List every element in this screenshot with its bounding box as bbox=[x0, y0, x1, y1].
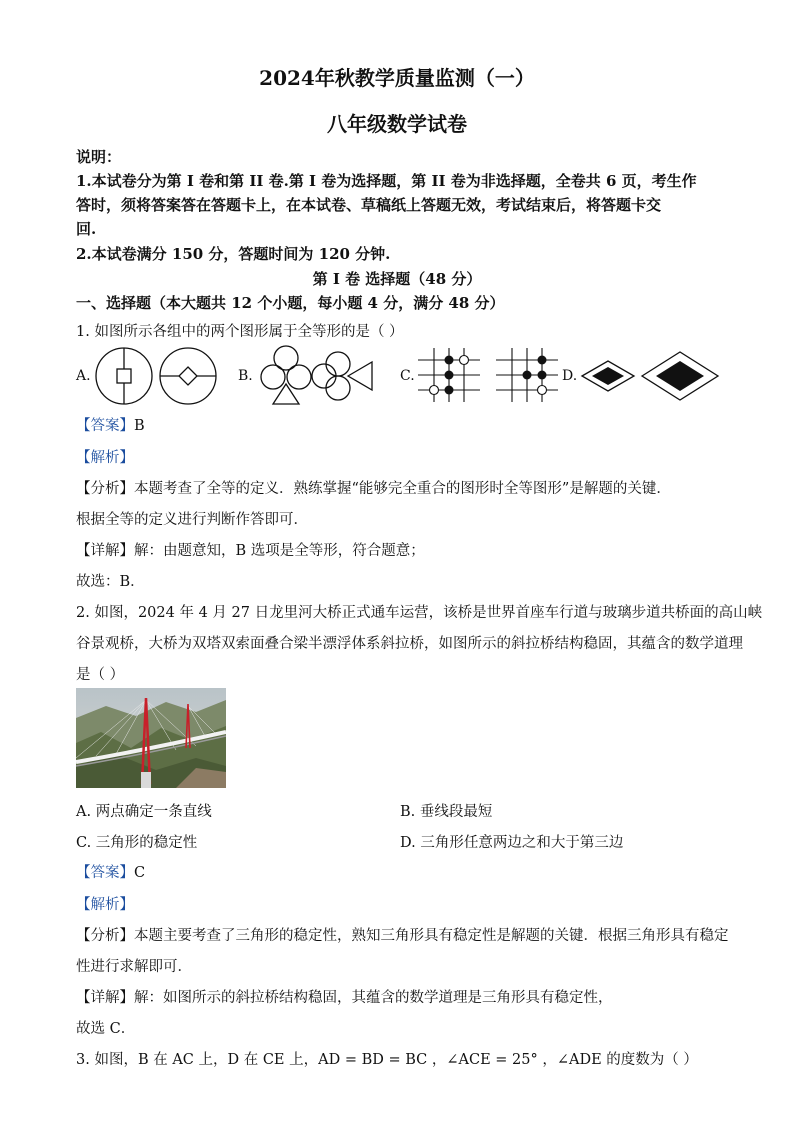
q1-conclusion: 故选：B． bbox=[76, 574, 145, 590]
q1-detail bbox=[76, 539, 425, 560]
q2-analysis-tag: 【解析】 bbox=[76, 897, 134, 913]
q1-option-c-label: C. bbox=[400, 368, 415, 384]
q1-option-d-figure bbox=[582, 348, 722, 404]
q2-answer bbox=[76, 861, 145, 882]
part1-title: 第 I 卷 选择题（48 分） bbox=[312, 270, 482, 288]
q1-option-a-label: A. bbox=[76, 368, 91, 384]
q2-detail-tag: 【详解】 bbox=[76, 990, 134, 1006]
q2-option-b: B. 垂线段最短 bbox=[400, 804, 493, 820]
q2-fenxi-text: 本题主要考查了三角形的稳定性，熟知三角形具有稳定性是解题的关键．根据三角形具有稳定 bbox=[134, 928, 729, 944]
q2-option-d: D. 三角形任意两边之和大于第三边 bbox=[400, 835, 624, 851]
q1-answer bbox=[76, 414, 145, 435]
q2-detail-text: 解：如图所示的斜拉桥结构稳固，其蕴含的数学道理是三角形具有稳定性， bbox=[134, 990, 613, 1006]
q1-answer-tag: 【答案】 bbox=[76, 418, 134, 434]
instructions-line-4: 2.本试卷满分 150 分，答题时间为 120 分钟. bbox=[76, 245, 391, 263]
q1-analysis-tag: 【解析】 bbox=[76, 450, 134, 466]
q1-option-c-figure bbox=[418, 344, 564, 408]
q1-fenxi bbox=[76, 477, 671, 498]
exam-title: 2024年秋教学质量监测（一） bbox=[259, 66, 535, 90]
q1-option-b-figure bbox=[256, 344, 386, 408]
instructions-line-1: 1.本试卷分为第 I 卷和第 II 卷.第 I 卷为选择题，第 II 卷为非选择题，全卷共 6 页，考生作 bbox=[76, 172, 697, 190]
q1-option-a-figure bbox=[94, 346, 220, 406]
q1-fenxi-2: 根据全等的定义进行判断作答即可． bbox=[76, 512, 308, 528]
q1-option-d-label: D. bbox=[562, 368, 578, 384]
section-heading: 一、选择题（本大题共 12 个小题，每小题 4 分，满分 48 分） bbox=[76, 294, 505, 312]
q2-answer-tag: 【答案】 bbox=[76, 865, 134, 881]
bridge-photo-illustration bbox=[76, 688, 226, 788]
instructions-line-2: 答时，须将答案答在答题卡上，在本试卷、草稿纸上答题无效，考试结束后，将答题卡交 bbox=[76, 196, 662, 214]
q2-stem-2: 谷景观桥，大桥为双塔双索面叠合梁半漂浮体系斜拉桥，如图所示的斜拉桥结构稳固，其蕴含的数学道理 bbox=[76, 636, 743, 652]
q2-stem-3: 是（ ） bbox=[76, 667, 125, 683]
exam-subtitle: 八年级数学试卷 bbox=[327, 112, 467, 136]
instructions-heading: 说明： bbox=[76, 148, 122, 166]
q2-detail bbox=[76, 986, 613, 1007]
q1-detail-tag: 【详解】 bbox=[76, 543, 134, 559]
q2-answer-value: C bbox=[134, 865, 146, 881]
q2-fenxi-tag: 【分析】 bbox=[76, 928, 134, 944]
q2-fenxi-2: 性进行求解即可． bbox=[76, 959, 192, 975]
q2-option-c: C. 三角形的稳定性 bbox=[76, 835, 198, 851]
q1-figure-row bbox=[76, 344, 736, 408]
q2-stem-1: 2. 如图，2024 年 4 月 27 日龙里河大桥正式通车运营，该桥是世界首座车行道与玻璃步道共桥面的高山峡 bbox=[76, 605, 763, 621]
q1-option-b-label: B. bbox=[238, 368, 253, 384]
q1-stem: 1. 如图所示各组中的两个图形属于全等形的是（ ） bbox=[76, 324, 404, 340]
q3-stem: 3. 如图，B 在 AC 上，D 在 CE 上，AD = BD = BC ，∠ACE = 25° ，∠ADE 的度数为（ ） bbox=[76, 1052, 698, 1068]
q2-fenxi bbox=[76, 924, 729, 945]
bridge-photo bbox=[76, 688, 226, 788]
q1-fenxi-tag: 【分析】 bbox=[76, 481, 134, 497]
q1-fenxi-text: 本题考查了全等的定义．熟练掌握“能够完全重合的图形时全等图形”是解题的关键． bbox=[134, 481, 671, 497]
q2-conclusion: 故选 C． bbox=[76, 1021, 136, 1037]
q1-answer-value: B bbox=[134, 418, 145, 434]
q2-option-a: A. 两点确定一条直线 bbox=[76, 804, 212, 820]
q1-detail-text: 解：由题意知，B 选项是全等形，符合题意； bbox=[134, 543, 425, 559]
instructions-line-3: 回. bbox=[76, 220, 97, 238]
